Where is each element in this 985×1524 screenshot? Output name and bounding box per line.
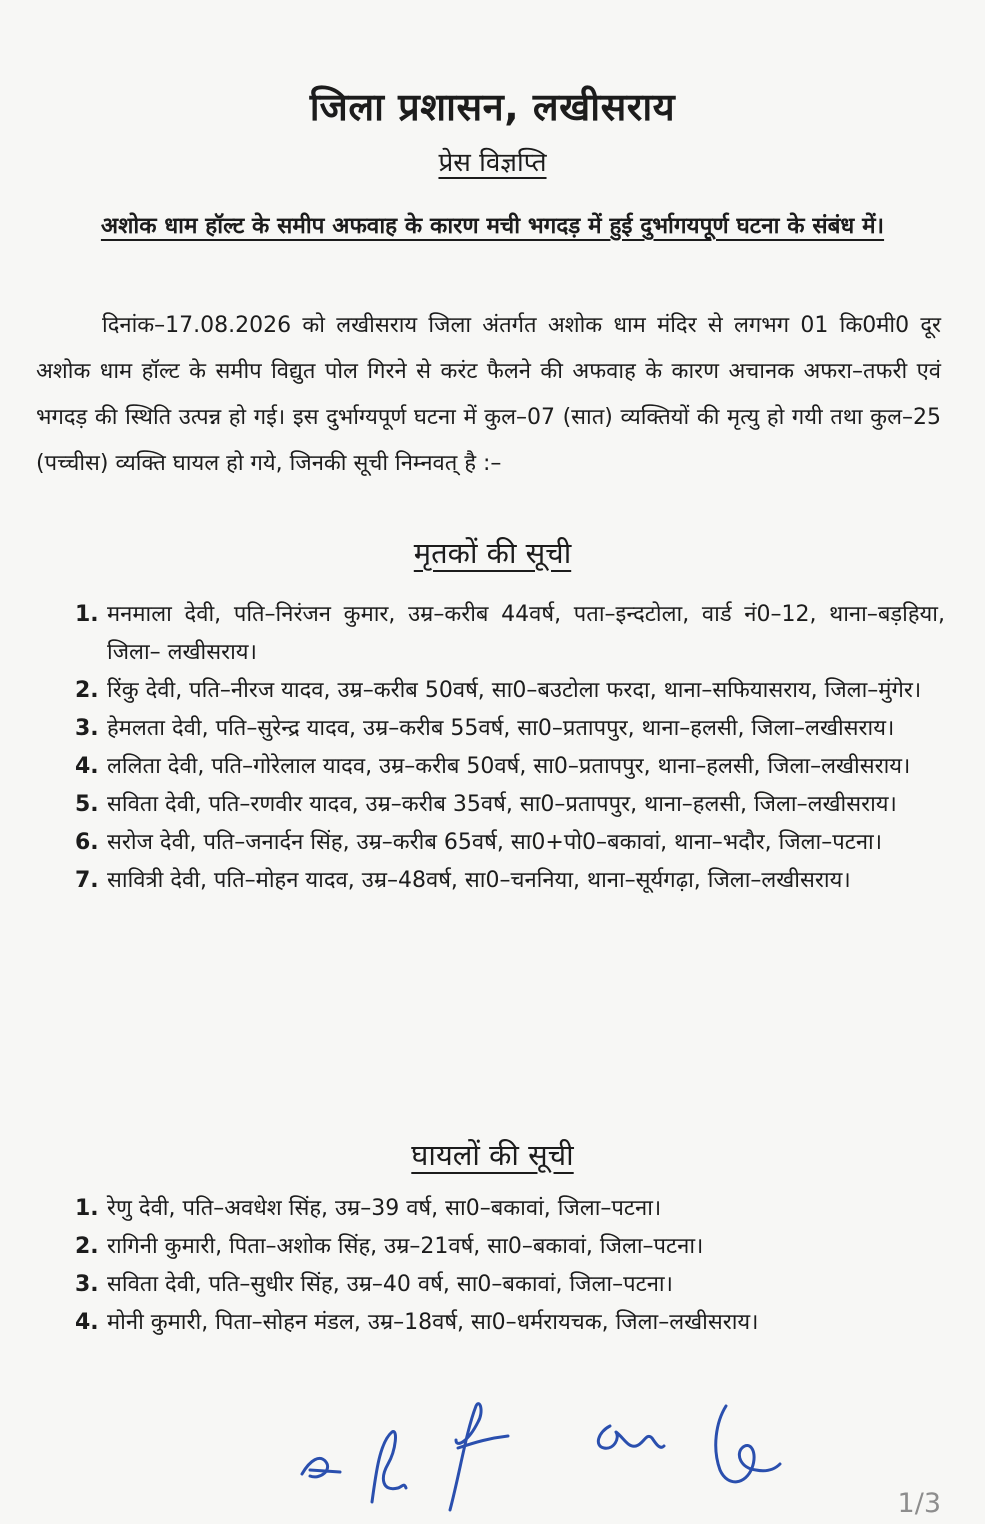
list-item	[75, 1190, 945, 1228]
page-number: 1/3	[897, 1488, 941, 1519]
handwritten-signatures	[280, 1392, 800, 1512]
item-text: सरोज देवी, पति–जनार्दन सिंह, उम्र–करीब 65वर्ष, सा0+पो0–बकावां, थाना–भदौर, जिला–पटना।	[107, 830, 883, 855]
injured-list	[75, 1190, 945, 1342]
item-text: सविता देवी, पति–सुधीर सिंह, उम्र–40 वर्ष, सा0–बकावां, जिला–पटना।	[107, 1272, 673, 1297]
list-item	[75, 748, 945, 786]
signature-4	[598, 1426, 664, 1448]
item-text: ललिता देवी, पति–गोरेलाल यादव, उम्र–करीब 50वर्ष, सा0–प्रतापपुर, थाना–हलसी, जिला–लखीसराय।	[107, 754, 911, 779]
list-item	[75, 1266, 945, 1304]
intro-paragraph: दिनांक–17.08.2026 को लखीसराय जिला अंतर्गत अशोक धाम मंदिर से लगभग 01 कि0मी0 दूर अशोक धाम हॉल्ट के समीप विद्युत पोल गिरने से करंट फैलने की अफवाह के कारण अचानक अफरा–तफरी एवं भगदड़ की स्थिति उत्पन्न हो गई। इस दुर्भाग्यपूर्ण घटना में कुल–07 (सात) व्यक्तियों की मृत्यु हो गयी तथा कुल–25 (पच्चीस) व्यक्ति घायल हो गये, जिनकी सूची निम्नवत् है :–	[36, 313, 941, 476]
list-item	[75, 1228, 945, 1266]
list-item	[75, 710, 945, 748]
list-item	[75, 824, 945, 862]
item-number: 6.	[75, 830, 99, 855]
item-number: 2.	[75, 1234, 99, 1259]
deceased-list	[75, 596, 945, 900]
signature-2	[372, 1432, 406, 1502]
signature-1	[302, 1458, 340, 1476]
deceased-list-title: मृतकों की सूची	[413, 536, 572, 570]
signature-strokes	[302, 1404, 780, 1510]
item-number: 3.	[75, 716, 99, 741]
press-release-label: प्रेस विज्ञप्ति	[438, 148, 547, 178]
signature-3	[450, 1404, 508, 1510]
list-item	[75, 1304, 945, 1342]
item-text: सविता देवी, पति–रणवीर यादव, उम्र–करीब 35वर्ष, सा0–प्रतापपुर, थाना–हलसी, जिला–लखीसराय।	[107, 792, 897, 817]
item-number: 2.	[75, 678, 99, 703]
item-number: 1.	[75, 1196, 99, 1221]
list-item	[75, 672, 945, 710]
signature-5	[716, 1406, 780, 1482]
item-text: रिंकु देवी, पति–नीरज यादव, उम्र–करीब 50वर्ष, सा0–बउटोला फरदा, थाना–सफियासराय, जिला–मुंगेर।	[107, 678, 922, 703]
list-item	[75, 862, 945, 900]
item-number: 1.	[75, 602, 99, 627]
list-item	[75, 786, 945, 824]
deceased-list-heading	[0, 533, 985, 572]
office-title: जिला प्रशासन, लखीसराय	[309, 85, 676, 129]
injured-list-heading	[0, 1135, 985, 1174]
item-number: 7.	[75, 868, 99, 893]
item-text: सावित्री देवी, पति–मोहन यादव, उम्र–48वर्ष, सा0–चननिया, थाना–सूर्यगढ़ा, जिला–लखीसराय।	[107, 868, 851, 893]
item-text: हेमलता देवी, पति–सुरेन्द्र यादव, उम्र–करीब 55वर्ष, सा0–प्रतापपुर, थाना–हलसी, जिला–लखीसराय।	[107, 716, 895, 741]
item-text: मनमाला देवी, पति–निरंजन कुमार, उम्र–करीब 44वर्ष, पता–इन्दटोला, वार्ड नं0–12, थाना–बड़हिया, जिला– लखीसराय।	[107, 602, 945, 665]
item-text: रागिनी कुमारी, पिता–अशोक सिंह, उम्र–21वर्ष, सा0–बकावां, जिला–पटना।	[107, 1234, 704, 1259]
item-number: 5.	[75, 792, 99, 817]
item-number: 4.	[75, 1310, 99, 1335]
list-item	[75, 596, 945, 672]
press-release-heading	[0, 143, 985, 179]
item-number: 3.	[75, 1272, 99, 1297]
item-text: मोनी कुमारी, पिता–सोहन मंडल, उम्र–18वर्ष, सा0–धर्मरायचक, जिला–लखीसराय।	[107, 1310, 759, 1335]
item-text: रेणु देवी, पति–अवधेश सिंह, उम्र–39 वर्ष, सा0–बकावां, जिला–पटना।	[107, 1196, 662, 1221]
injured-list-title: घायलों की सूची	[411, 1138, 574, 1172]
item-number: 4.	[75, 754, 99, 779]
subject-line: अशोक धाम हॉल्ट के समीप अफवाह के कारण मची भगदड़ में हुई दुर्भागयपूर्ण घटना के संबंध में।	[100, 213, 885, 239]
